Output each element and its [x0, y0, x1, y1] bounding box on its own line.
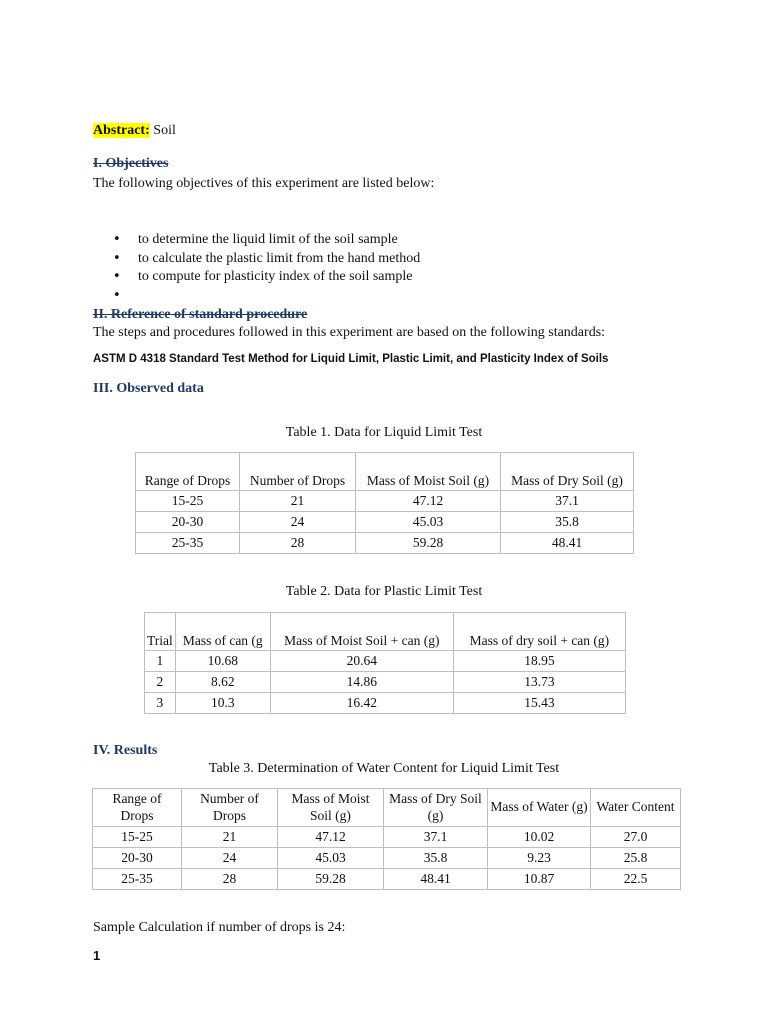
table2-caption: Table 2. Data for Plastic Limit Test: [285, 584, 483, 599]
section-objectives-heading: I. Objectives: [93, 156, 169, 171]
table2: [144, 612, 626, 714]
abstract-line: [93, 123, 176, 139]
table-cell: 10.68: [175, 651, 270, 672]
table-cell: 27.0: [591, 827, 681, 848]
table1-caption: Table 1. Data for Liquid Limit Test: [285, 425, 483, 440]
table3-header: Mass of Dry Soil (g): [384, 789, 488, 827]
table3-header: Range of Drops: [93, 789, 182, 827]
section-reference-heading: II. Reference of standard procedure: [93, 307, 308, 322]
table-row: [93, 827, 681, 848]
table-cell: 20-30: [93, 848, 182, 869]
table-cell: 2: [145, 672, 176, 693]
table-cell: 25-35: [93, 869, 182, 890]
table-cell: 48.41: [384, 869, 488, 890]
table-row: [145, 693, 626, 714]
table3-header: Water Content: [591, 789, 681, 827]
list-item: • to compute for plasticity index of the soil sample: [93, 268, 693, 287]
table3-header: Mass of Water (g): [488, 789, 591, 827]
table-cell: 37.1: [501, 491, 634, 512]
table-cell: 47.12: [278, 827, 384, 848]
table-cell: 35.8: [501, 512, 634, 533]
table-row: [93, 869, 681, 890]
table-cell: 15.43: [453, 693, 625, 714]
table-cell: 3: [145, 693, 176, 714]
reference-intro: The steps and procedures followed in this experiment are based on the following standards:: [93, 325, 606, 340]
table-cell: 13.73: [453, 672, 625, 693]
table2-header: Trial: [145, 613, 176, 651]
table-cell: 45.03: [278, 848, 384, 869]
table1-header: Range of Drops: [136, 453, 240, 491]
table-cell: 25-35: [136, 533, 240, 554]
table-cell: 28: [240, 533, 356, 554]
table-cell: 8.62: [175, 672, 270, 693]
table-row: [145, 651, 626, 672]
table-cell: 59.28: [356, 533, 501, 554]
list-item: • to calculate the plastic limit from the hand method: [93, 250, 693, 269]
table-cell: 10.87: [488, 869, 591, 890]
table-cell: 14.86: [270, 672, 453, 693]
table-cell: 22.5: [591, 869, 681, 890]
table-cell: 28: [182, 869, 278, 890]
table-cell: 15-25: [93, 827, 182, 848]
table-cell: 16.42: [270, 693, 453, 714]
table1-header: Mass of Dry Soil (g): [501, 453, 634, 491]
table-cell: 10.02: [488, 827, 591, 848]
table1-header: Number of Drops: [240, 453, 356, 491]
table-cell: 47.12: [356, 491, 501, 512]
table-cell: 1: [145, 651, 176, 672]
table1-header: Mass of Moist Soil (g): [356, 453, 501, 491]
table3-header: Number of Drops: [182, 789, 278, 827]
objectives-intro: The following objectives of this experiment are listed below:: [93, 176, 435, 191]
abstract-label: Abstract:: [93, 123, 150, 138]
table-cell: 18.95: [453, 651, 625, 672]
table-cell: 45.03: [356, 512, 501, 533]
table-row: [136, 533, 634, 554]
section-results-heading: IV. Results: [93, 743, 158, 758]
table-cell: 20.64: [270, 651, 453, 672]
table3-header: Mass of Moist Soil (g): [278, 789, 384, 827]
objectives-list: [93, 231, 693, 305]
table-cell: 37.1: [384, 827, 488, 848]
table-cell: 35.8: [384, 848, 488, 869]
table-cell: 25.8: [591, 848, 681, 869]
list-item: • to determine the liquid limit of the soil sample: [93, 231, 693, 250]
table2-header: Mass of Moist Soil + can (g): [270, 613, 453, 651]
sample-calculation-text: Sample Calculation if number of drops is 24:: [93, 920, 346, 935]
page-number: 1: [93, 948, 101, 963]
table-cell: 21: [240, 491, 356, 512]
table-row: [136, 512, 634, 533]
table3-caption: Table 3. Determination of Water Content for Liquid Limit Test: [208, 761, 560, 776]
table-cell: 21: [182, 827, 278, 848]
table1: [135, 452, 634, 554]
table-cell: 59.28: [278, 869, 384, 890]
table-row: [145, 672, 626, 693]
section-observed-heading: III. Observed data: [93, 381, 204, 396]
table-cell: 9.23: [488, 848, 591, 869]
table3: [92, 788, 681, 890]
table-cell: 24: [182, 848, 278, 869]
table-row: [136, 491, 634, 512]
table-cell: 24: [240, 512, 356, 533]
list-item: [93, 287, 693, 306]
reference-standard: ASTM D 4318 Standard Test Method for Liquid Limit, Plastic Limit, and Plasticity Index of Soils: [93, 353, 609, 365]
table-cell: 15-25: [136, 491, 240, 512]
table-row: [93, 848, 681, 869]
table2-header: Mass of can (g: [175, 613, 270, 651]
abstract-text: Soil: [149, 123, 176, 138]
table-cell: 48.41: [501, 533, 634, 554]
table2-header: Mass of dry soil + can (g): [453, 613, 625, 651]
table-cell: 10.3: [175, 693, 270, 714]
table-cell: 20-30: [136, 512, 240, 533]
